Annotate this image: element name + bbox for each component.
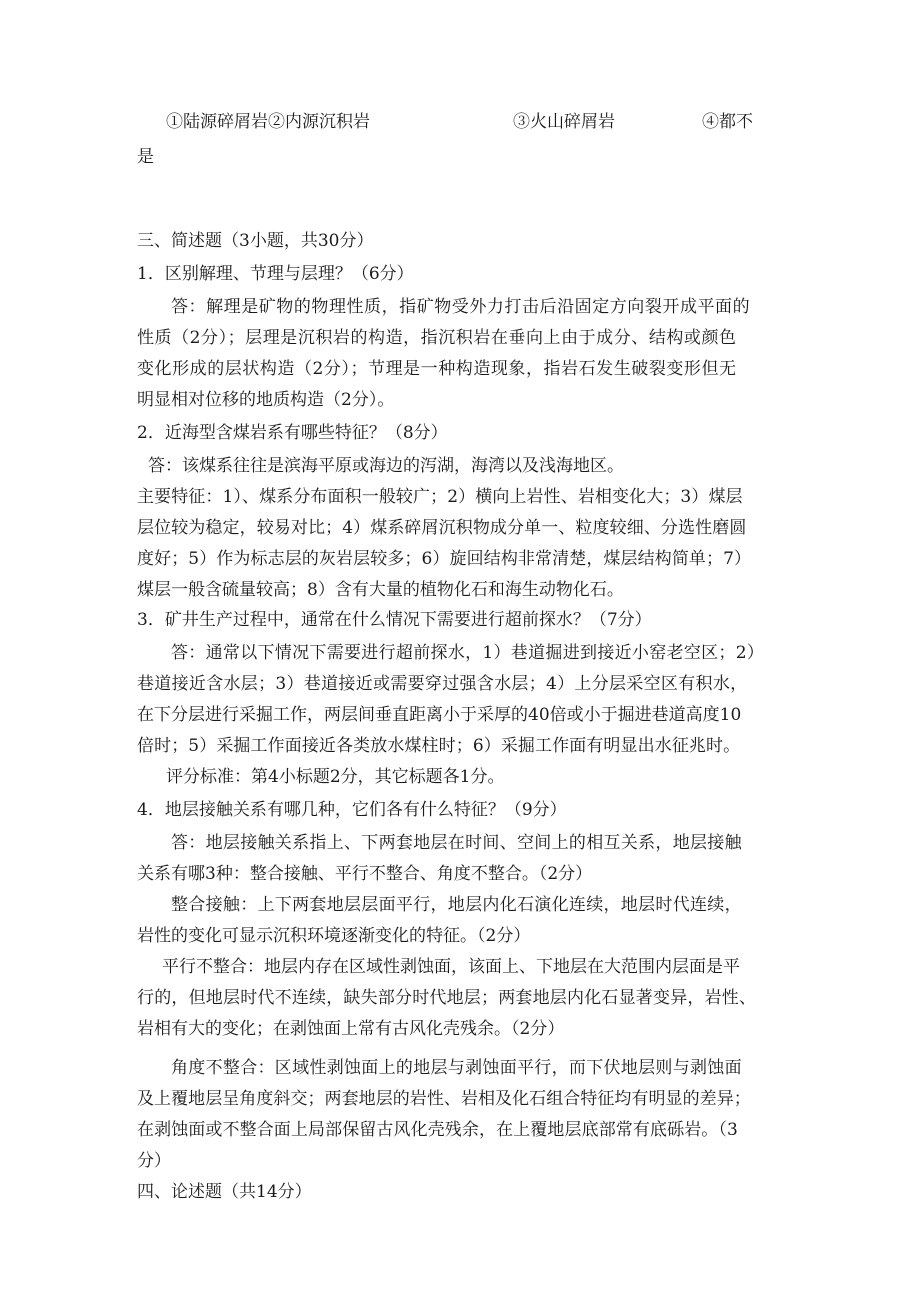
- q1-answer-line: 性质（2分）；层理是沉积岩的构造，指沉积岩在垂向上由于成分、结构或颜色: [137, 328, 737, 348]
- q2-answer-line: 主要特征：1）、煤系分布面积一般较广；2）横向上岩性、岩相变化大；3）煤层: [137, 487, 743, 507]
- q1-answer-line: 变化形成的层状构造（2分）；节理是一种构造现象，指岩石发生破裂变形但无: [137, 359, 737, 379]
- q4-answer-line: 及上覆地层呈角度斜交；两套地层的岩性、岩相及化石组合特征均有明显的差异；: [137, 1089, 751, 1109]
- q2-title: 2．近海型含煤岩系有哪些特征？（8分）: [137, 423, 448, 443]
- q3-title: 3．矿井生产过程中，通常在什么情况下需要进行超前探水？（7分）: [137, 610, 652, 630]
- q3-answer-line: 在下分层进行采掘工作，两层间垂直距离小于采厚的40倍或小于掘进巷道高度10: [137, 705, 742, 725]
- q4-answer-line: 行的，但地层时代不连续，缺失部分时代地层；两套地层内化石显著变异，岩性、: [137, 988, 757, 1008]
- q4-answer-line: 在剥蚀面或不整合面上局部保留古风化壳残余，在上覆地层底部常有底砾岩。（3: [137, 1120, 738, 1140]
- q1-answer-line: 明显相对位移的地质构造（2分）。: [137, 390, 395, 410]
- q4-answer-line: 答：地层接触关系指上、下两套地层在时间、空间上的相互关系，地层接触: [171, 833, 742, 853]
- q4-answer-line: 分）: [137, 1151, 171, 1171]
- q3-grading-note: 评分标准：第4小标题2分，其它标题各1分。: [166, 767, 505, 787]
- q4-answer-line: 整合接触：上下两套地层层面平行，地层内化石演化连续，地层时代连续，: [171, 895, 742, 915]
- section-3-heading: 三、简述题（3小题，共30分）: [137, 231, 374, 251]
- q4-answer-line: 岩性的变化可显示沉积环境逐渐变化的特征。（2分）: [137, 926, 531, 946]
- q3-answer-line: 倍时；5）采掘工作面接近各类放水煤柱时；6）采掘工作面有明显出水征兆时。: [137, 736, 741, 756]
- q3-answer-line: 巷道接近含水层；3）巷道接近或需要穿过强含水层；4）上分层采空区有积水，: [137, 674, 748, 694]
- q4-answer-line: 关系有哪3种：整合接触、平行不整合、角度不整合。（2分）: [137, 864, 593, 884]
- q4-answer-line: 平行不整合：地层内存在区域性剥蚀面，该面上、下地层在大范围内层面是平: [162, 957, 740, 977]
- option-4-continued: 是: [137, 147, 154, 167]
- q1-title: 1．区别解理、节理与层理？（6分）: [137, 264, 414, 284]
- option-3: ③火山碎屑岩: [513, 112, 615, 132]
- q4-answer-line: 岩相有大的变化；在剥蚀面上常有古风化壳残余。（2分）: [137, 1019, 565, 1039]
- q1-answer-line: 答：解理是矿物的物理性质，指矿物受外力打击后沿固定方向裂开成平面的: [171, 297, 751, 317]
- q3-answer-line: 答：通常以下情况下需要进行超前探水，1）巷道掘进到接近小窑老空区；2）: [171, 643, 765, 663]
- q2-answer-line: 煤层一般含硫量较高；8）含有大量的植物化石和海生动物化石。: [137, 580, 624, 600]
- q2-answer-line: 度好；5）作为标志层的灰岩层较多；6）旋回结构非常清楚，煤层结构简单；7）: [137, 549, 752, 569]
- section-4-heading: 四、论述题（共14分）: [137, 1182, 312, 1202]
- option-4: ④都不: [702, 112, 753, 132]
- option-1-2: ①陆源碎屑岩②内源沉积岩: [166, 112, 370, 132]
- q4-answer-line: 角度不整合：区域性剥蚀面上的地层与剥蚀面平行，而下伏地层则与剥蚀面: [171, 1058, 742, 1078]
- q4-title: 4．地层接触关系有哪几种，它们各有什么特征？（9分）: [137, 800, 567, 820]
- q2-answer-line: 答：该煤系往往是滨海平原或海边的泻湖，海湾以及浅海地区。: [148, 456, 624, 476]
- q2-answer-line: 层位较为稳定，较易对比；4）煤系碎屑沉积物成分单一、粒度较细、分选性磨圆: [137, 518, 747, 538]
